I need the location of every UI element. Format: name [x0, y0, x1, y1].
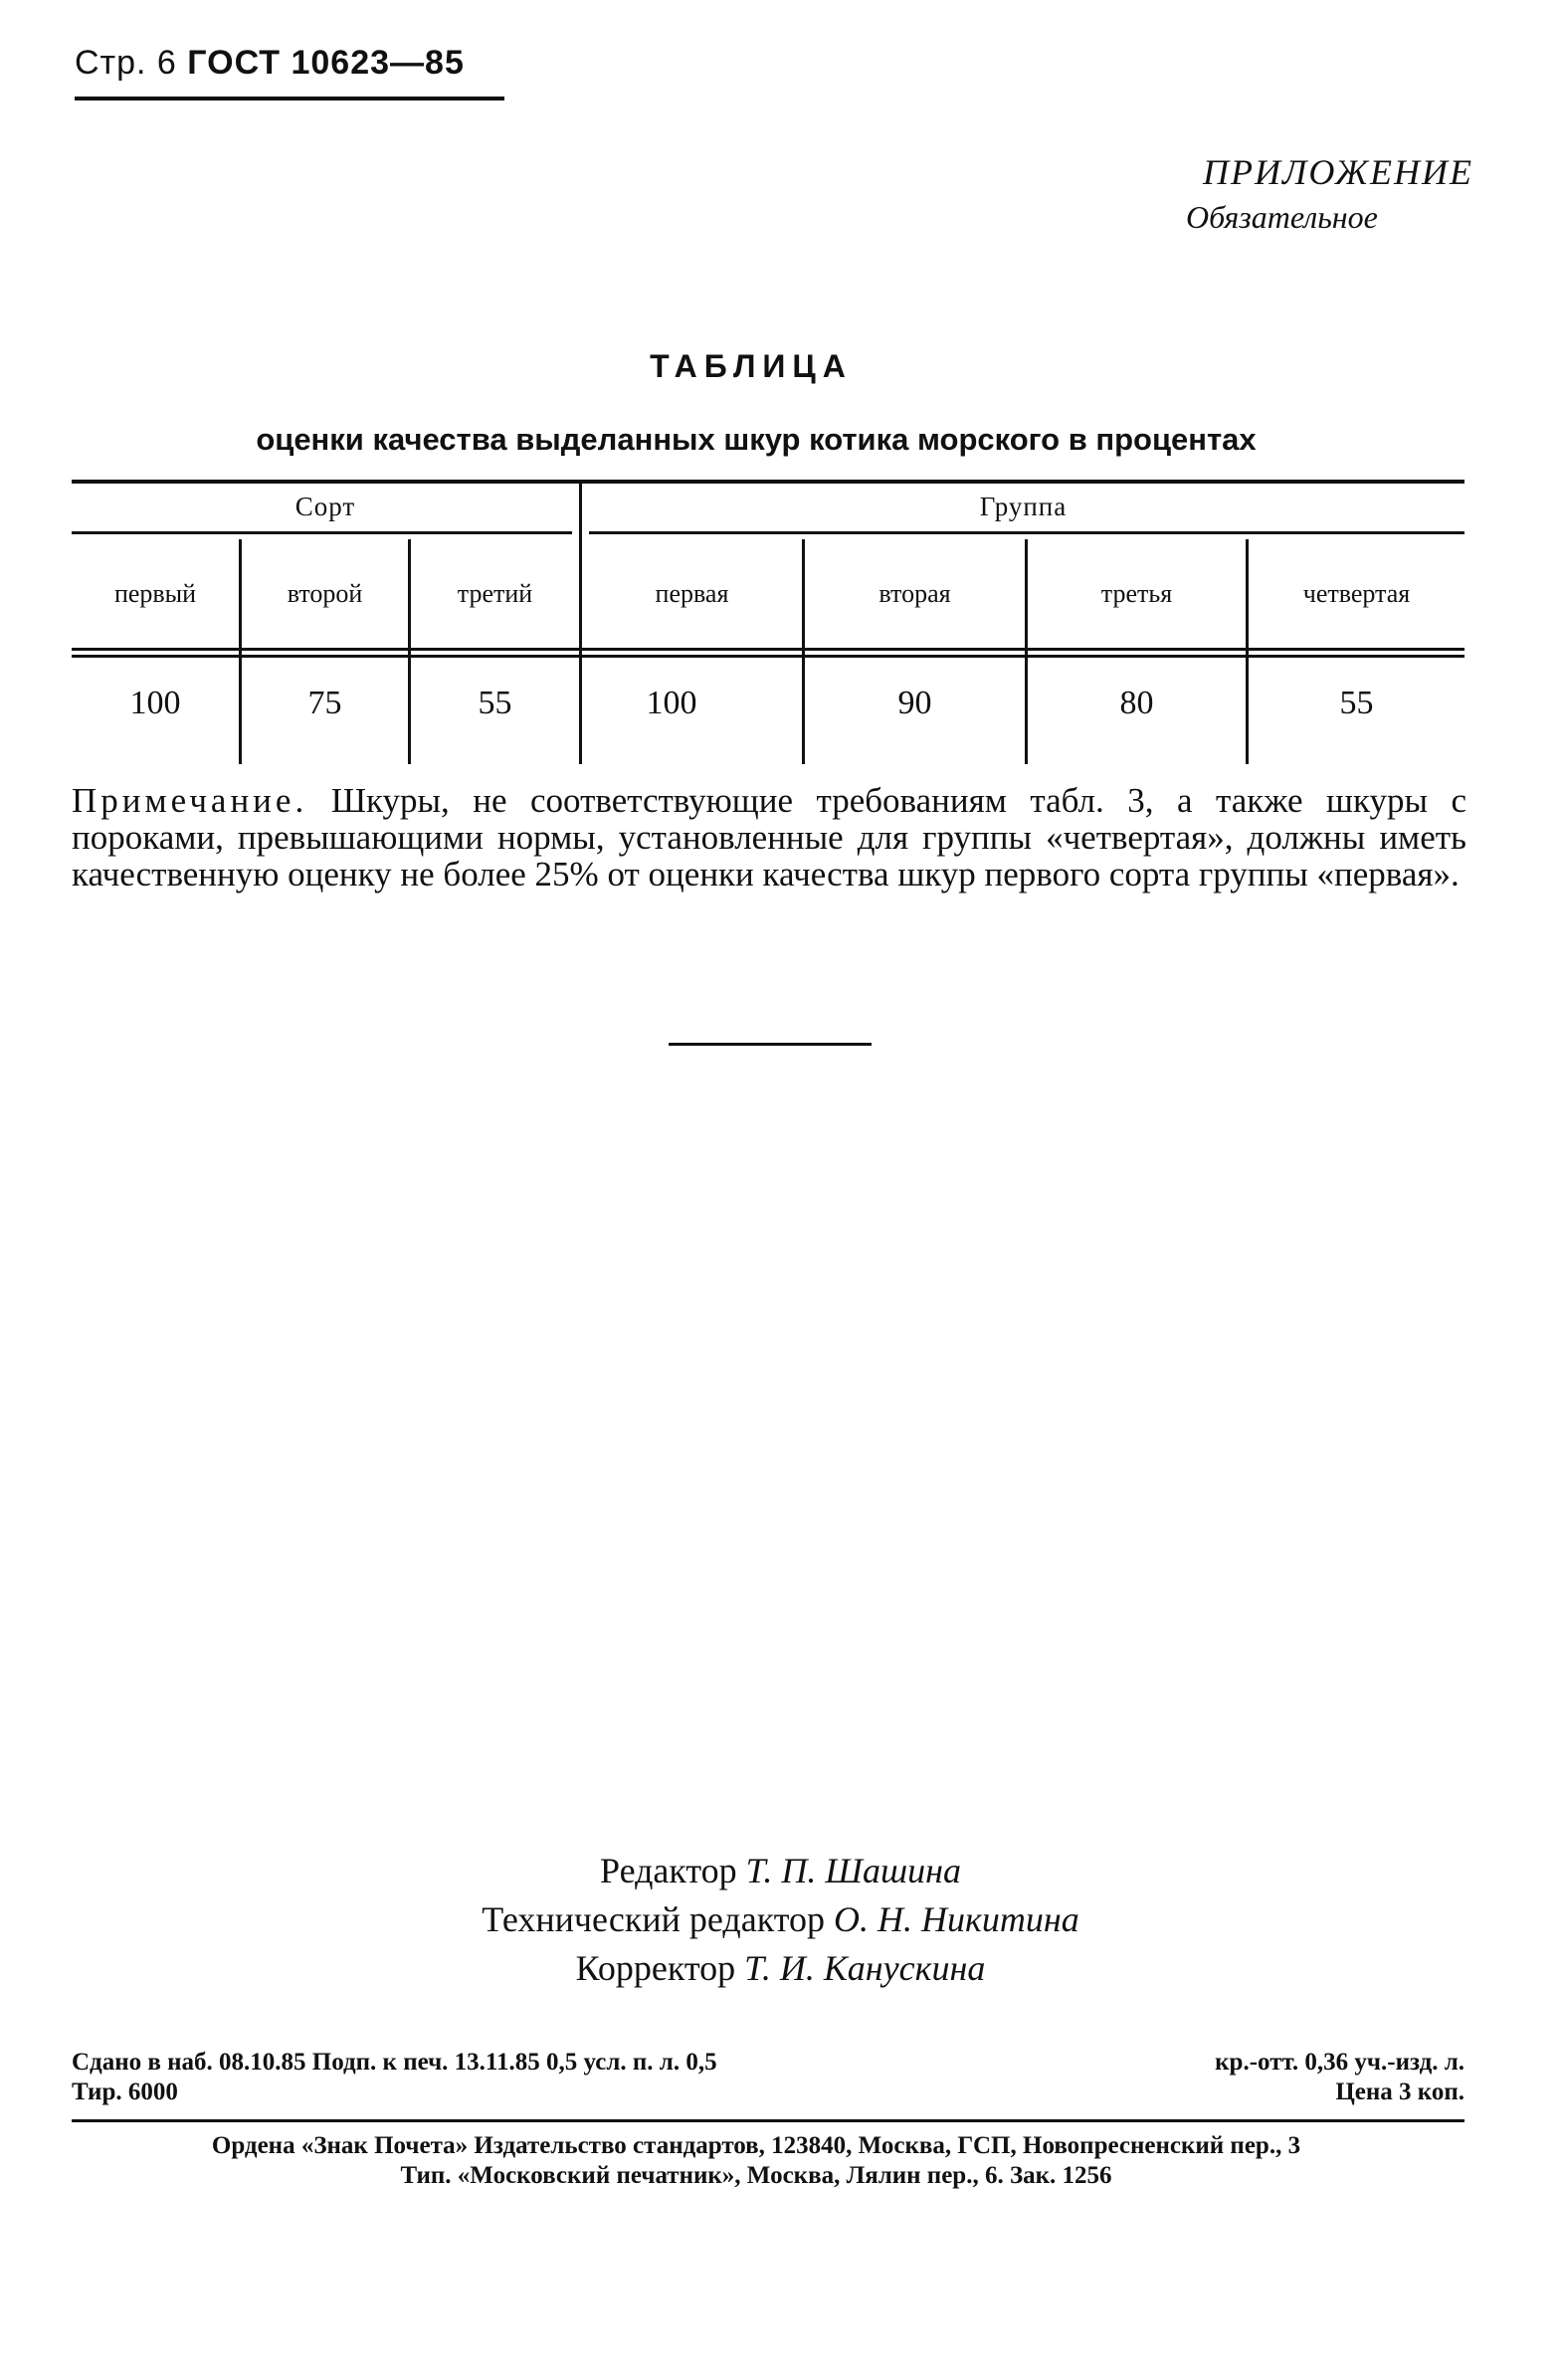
imprint-volume: кр.-отт. 0,36 уч.-изд. л.	[1215, 2049, 1464, 2076]
printer-line: Тип. «Московский печатник», Москва, Лялин пер., 6. Зак. 1256	[400, 2162, 1112, 2189]
note-text: Шкуры, не соответствующие требованиям табл. 3, а также шкуры с пороками, превышающими нормы, установленные для группы «четвертая», должны иметь качественную оценку не более 25% от оценки качества шкур первого сорта группы «первая».	[72, 781, 1467, 893]
credit-role: Редактор	[600, 1851, 737, 1890]
standard-number: ГОСТ 10623—85	[187, 44, 465, 82]
col-divider	[1246, 539, 1249, 764]
imprint-circulation: Тир. 6000	[72, 2079, 178, 2105]
table-title: ТАБЛИЦА	[650, 348, 853, 384]
publisher-line: Ордена «Знак Почета» Издательство стандартов, 123840, Москва, ГСП, Новопресненский пер., 3	[211, 2132, 1301, 2159]
table-subtitle: оценки качества выделанных шкур котика морского в процентах	[256, 422, 1257, 457]
col-divider	[239, 539, 242, 764]
imprint	[72, 2048, 1464, 2107]
page-number: Стр. 6	[75, 44, 177, 82]
header-bottom-rule	[72, 648, 1464, 651]
imprint-row	[72, 2048, 1464, 2078]
col-divider	[802, 539, 805, 764]
column-header: второй	[287, 579, 363, 608]
note-label: Примечание.	[72, 781, 308, 820]
credit-name: О. Н. Никитина	[834, 1899, 1079, 1939]
column-header: первый	[113, 579, 197, 608]
appendix-title: ПРИЛОЖЕНИЕ	[1203, 152, 1473, 192]
table-top-rule	[72, 480, 1464, 484]
imprint-price: Цена 3 коп.	[1335, 2079, 1464, 2105]
appendix-subtitle: Обязательное	[1186, 199, 1378, 235]
group-header-rule-right	[589, 531, 1464, 534]
table-value: 75	[307, 685, 342, 721]
column-header: третий	[457, 579, 533, 608]
credit-name: Т. И. Канускина	[744, 1948, 986, 1988]
header-bottom-rule-2	[72, 655, 1464, 658]
table-value: 55	[1339, 685, 1374, 721]
table-note	[72, 782, 1466, 892]
col-divider	[408, 539, 411, 764]
publisher-info	[40, 2131, 1472, 2191]
group-header-group: Группа	[979, 492, 1068, 521]
imprint-rule	[72, 2119, 1464, 2122]
table-value: 100	[129, 685, 181, 721]
end-rule	[669, 1043, 872, 1046]
credit-role: Корректор	[575, 1948, 736, 1988]
column-header: вторая	[878, 579, 951, 608]
quality-table	[72, 480, 1464, 778]
credit-proofreader	[0, 1944, 1561, 1993]
group-header-rule-left	[72, 531, 572, 534]
credit-editor	[0, 1847, 1561, 1895]
credit-role: Технический редактор	[482, 1899, 825, 1939]
table-value: 90	[897, 685, 932, 721]
imprint-dates: Сдано в наб. 08.10.85 Подп. к печ. 13.11.85 0,5 усл. п. л. 0,5	[72, 2049, 717, 2076]
credit-name: Т. П. Шашина	[745, 1851, 961, 1890]
header-rule	[75, 97, 504, 100]
col-divider	[1025, 539, 1028, 764]
group-header-sort: Сорт	[294, 492, 356, 521]
credit-tech-editor	[0, 1895, 1561, 1944]
table-value: 80	[1119, 685, 1154, 721]
table-value: 100	[646, 685, 697, 721]
column-header: первая	[655, 579, 729, 608]
column-header: четвертая	[1302, 579, 1411, 608]
column-header: третья	[1100, 579, 1173, 608]
imprint-row	[72, 2078, 1464, 2107]
page-header	[75, 44, 465, 83]
table-value: 55	[478, 685, 512, 721]
credits	[0, 1847, 1561, 1993]
